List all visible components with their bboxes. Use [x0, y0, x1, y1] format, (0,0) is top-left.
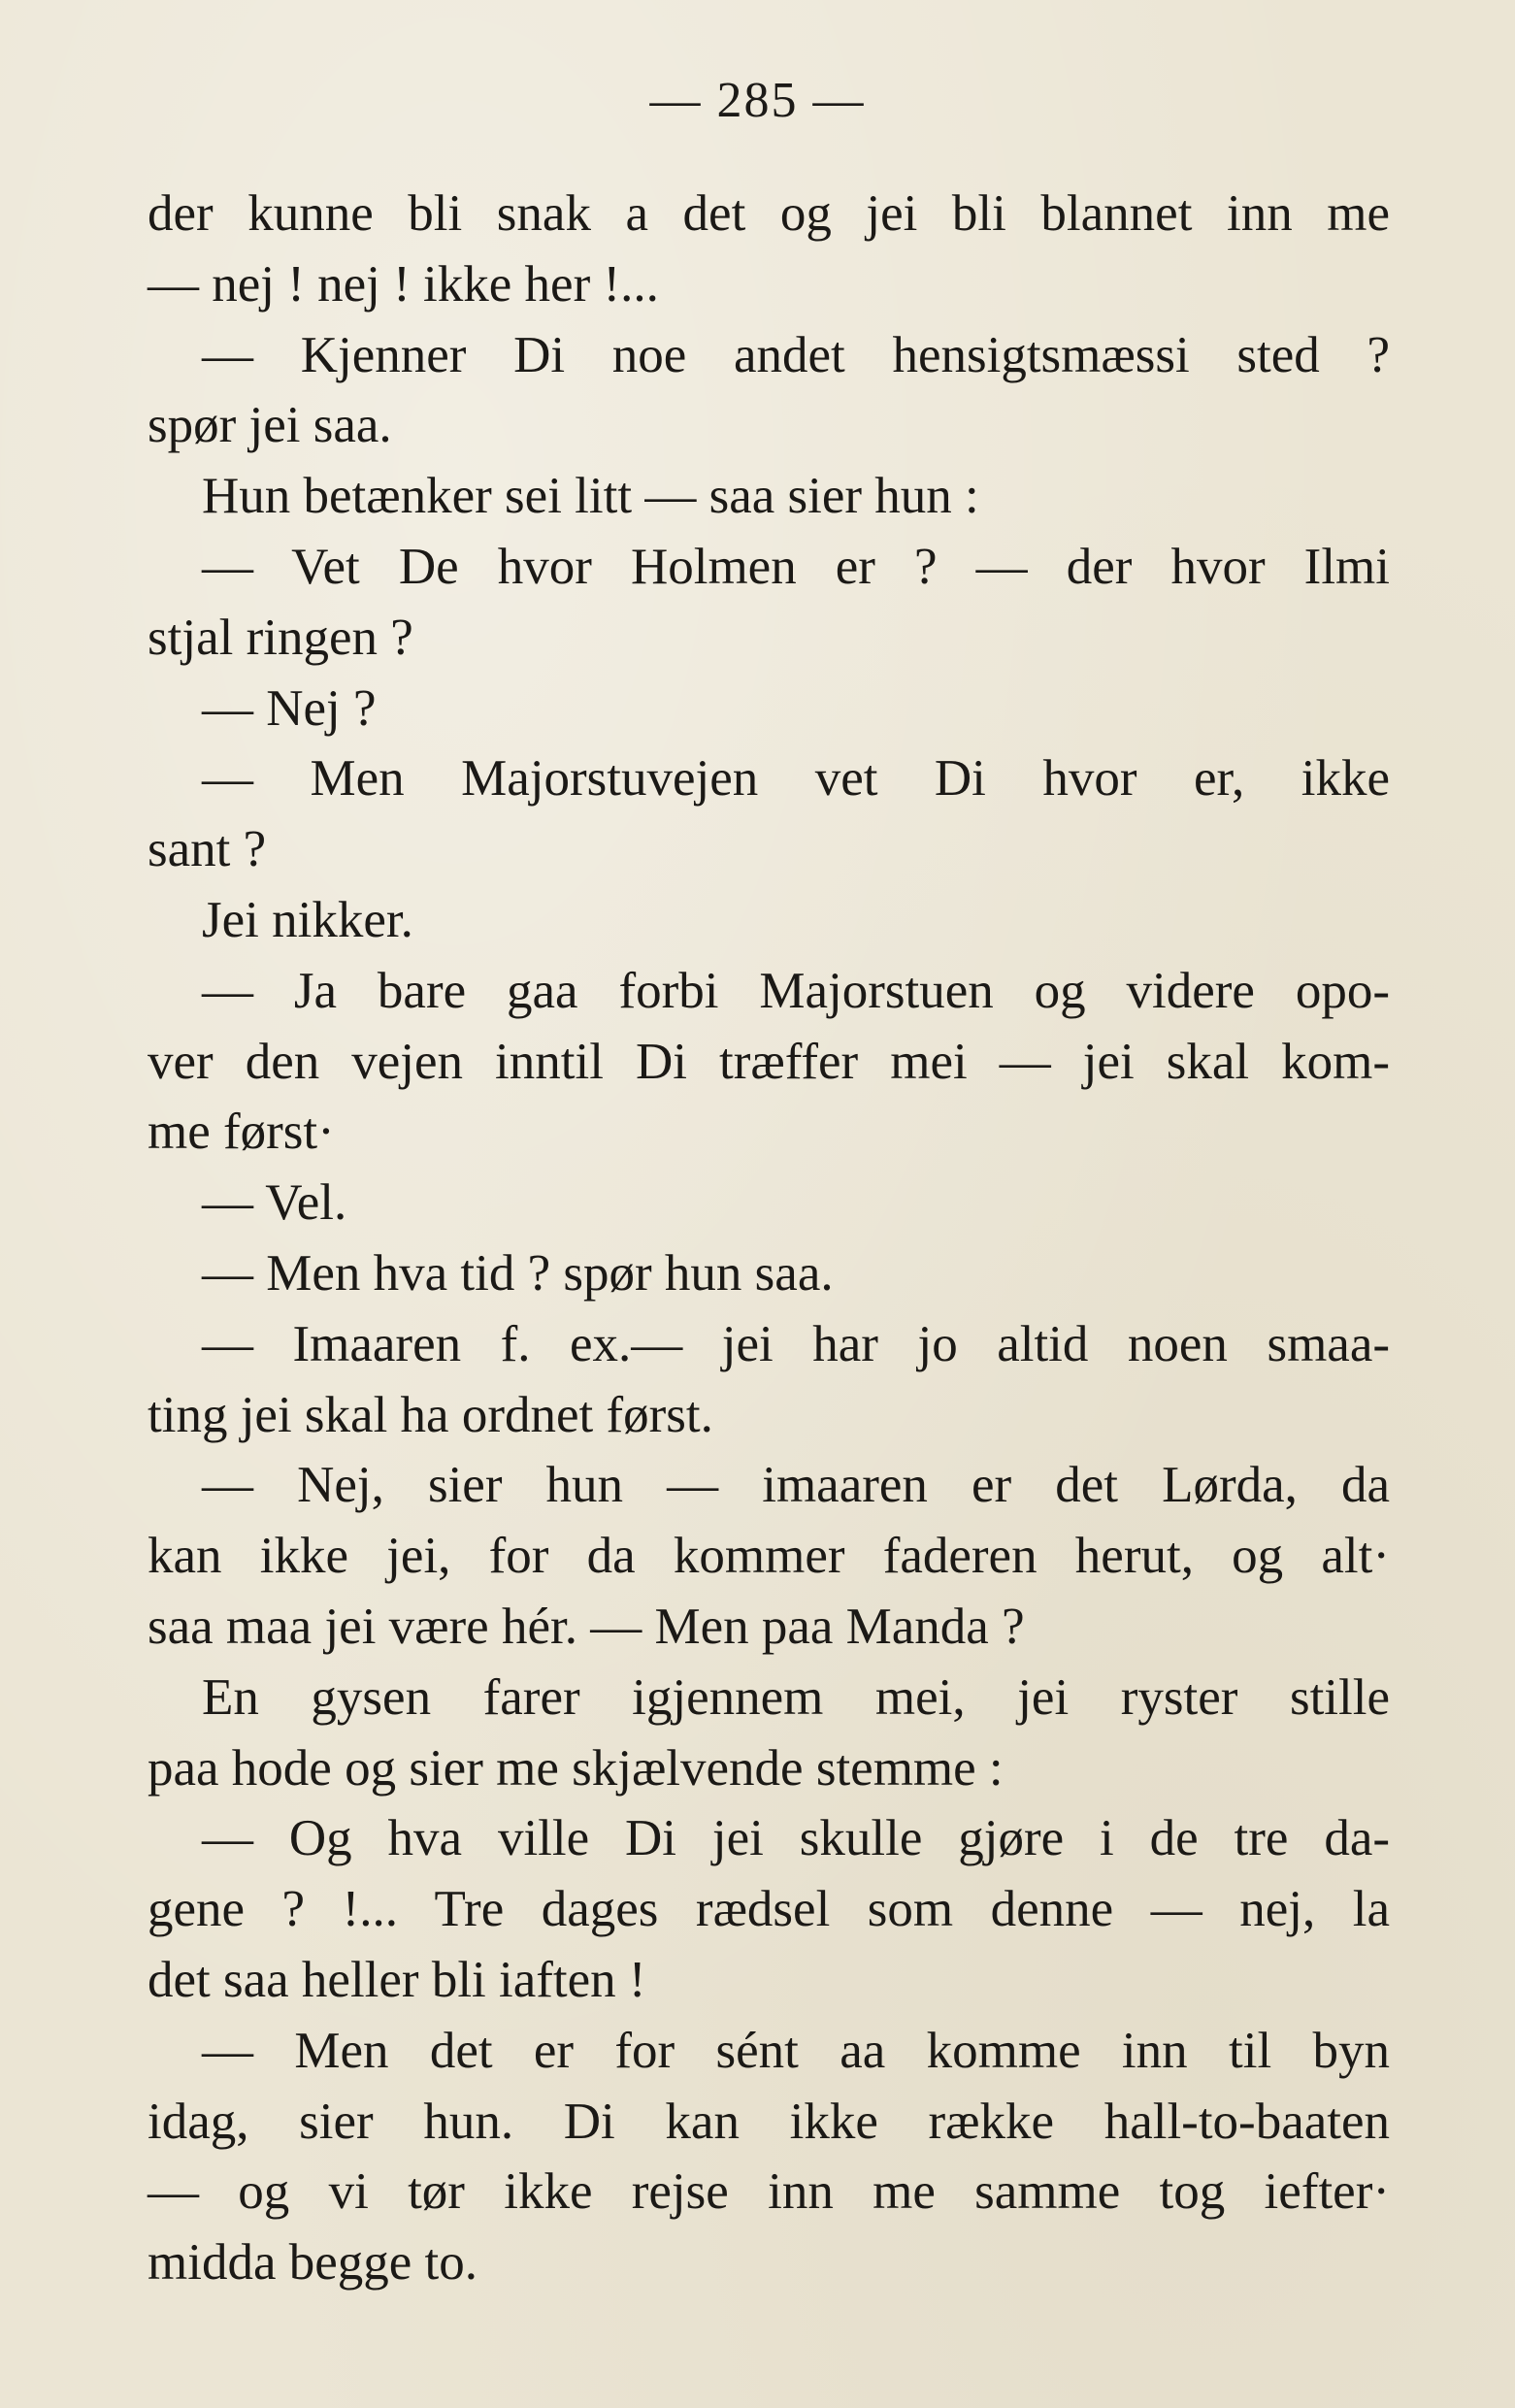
text-line: der kunne bli snak a det og jei bli blannet inn me	[148, 185, 1390, 242]
text-line: — nej ! nej ! ikke her !...	[148, 255, 659, 313]
text-line: — Og hva ville Di jei skulle gjøre i de tre da-	[202, 1810, 1390, 1867]
text-line: midda begge to.	[148, 2234, 478, 2292]
text-line: — Vel.	[202, 1174, 347, 1232]
text-line: — Vet De hvor Holmen er ? — der hvor Ilmi	[202, 538, 1390, 595]
text-line: det saa heller bli iaften !	[148, 1951, 646, 2008]
text-line: gene ? !... Tre dages rædsel som denne — nej, la	[148, 1881, 1390, 1938]
text-line: me først·	[148, 1104, 335, 1161]
text-line: — Ja bare gaa forbi Majorstuen og videre opo-	[202, 962, 1390, 1019]
text-line: — Kjenner Di noe andet hensigtsmæssi sted ?	[202, 326, 1390, 383]
text-line: sant ?	[148, 821, 267, 878]
text-line: ting jei skal ha ordnet først.	[148, 1386, 713, 1443]
text-line: — Men det er for sént aa komme inn til byn	[202, 2022, 1390, 2079]
text-line: Hun betænker sei litt — saa sier hun :	[202, 468, 979, 525]
text-line: stjal ringen ?	[148, 609, 413, 666]
text-line: Jei nikker.	[202, 891, 413, 948]
body-text	[148, 179, 1390, 2298]
text-line: — Nej, sier hun — imaaren er det Lørda, da	[202, 1457, 1390, 1514]
text-line: — Men hva tid ? spør hun saa.	[202, 1244, 834, 1302]
text-line: — Nej ?	[202, 679, 377, 737]
text-line: saa maa jei være hér. — Men paa Manda ?	[148, 1598, 1025, 1655]
text-line: — Men Majorstuvejen vet Di hvor er, ikke	[202, 750, 1390, 808]
text-line: kan ikke jei, for da kommer faderen herut, og alt·	[148, 1528, 1390, 1585]
text-line: spør jei saa.	[148, 397, 392, 454]
text-line: idag, sier hun. Di kan ikke række hall-to-baaten	[148, 2093, 1390, 2150]
text-line: — og vi tør ikke rejse inn me samme tog iefter·	[148, 2163, 1390, 2221]
text-line: En gysen farer igjennem mei, jei ryster stille	[202, 1668, 1390, 1726]
text-line: ver den vejen inntil Di træffer mei — jei skal kom-	[148, 1033, 1390, 1090]
page-number: — 285 —	[649, 73, 866, 128]
text-line: — Imaaren f. ex.— jei har jo altid noen smaa-	[202, 1315, 1390, 1372]
text-line: paa hode og sier me skjælvende stemme :	[148, 1739, 1004, 1797]
